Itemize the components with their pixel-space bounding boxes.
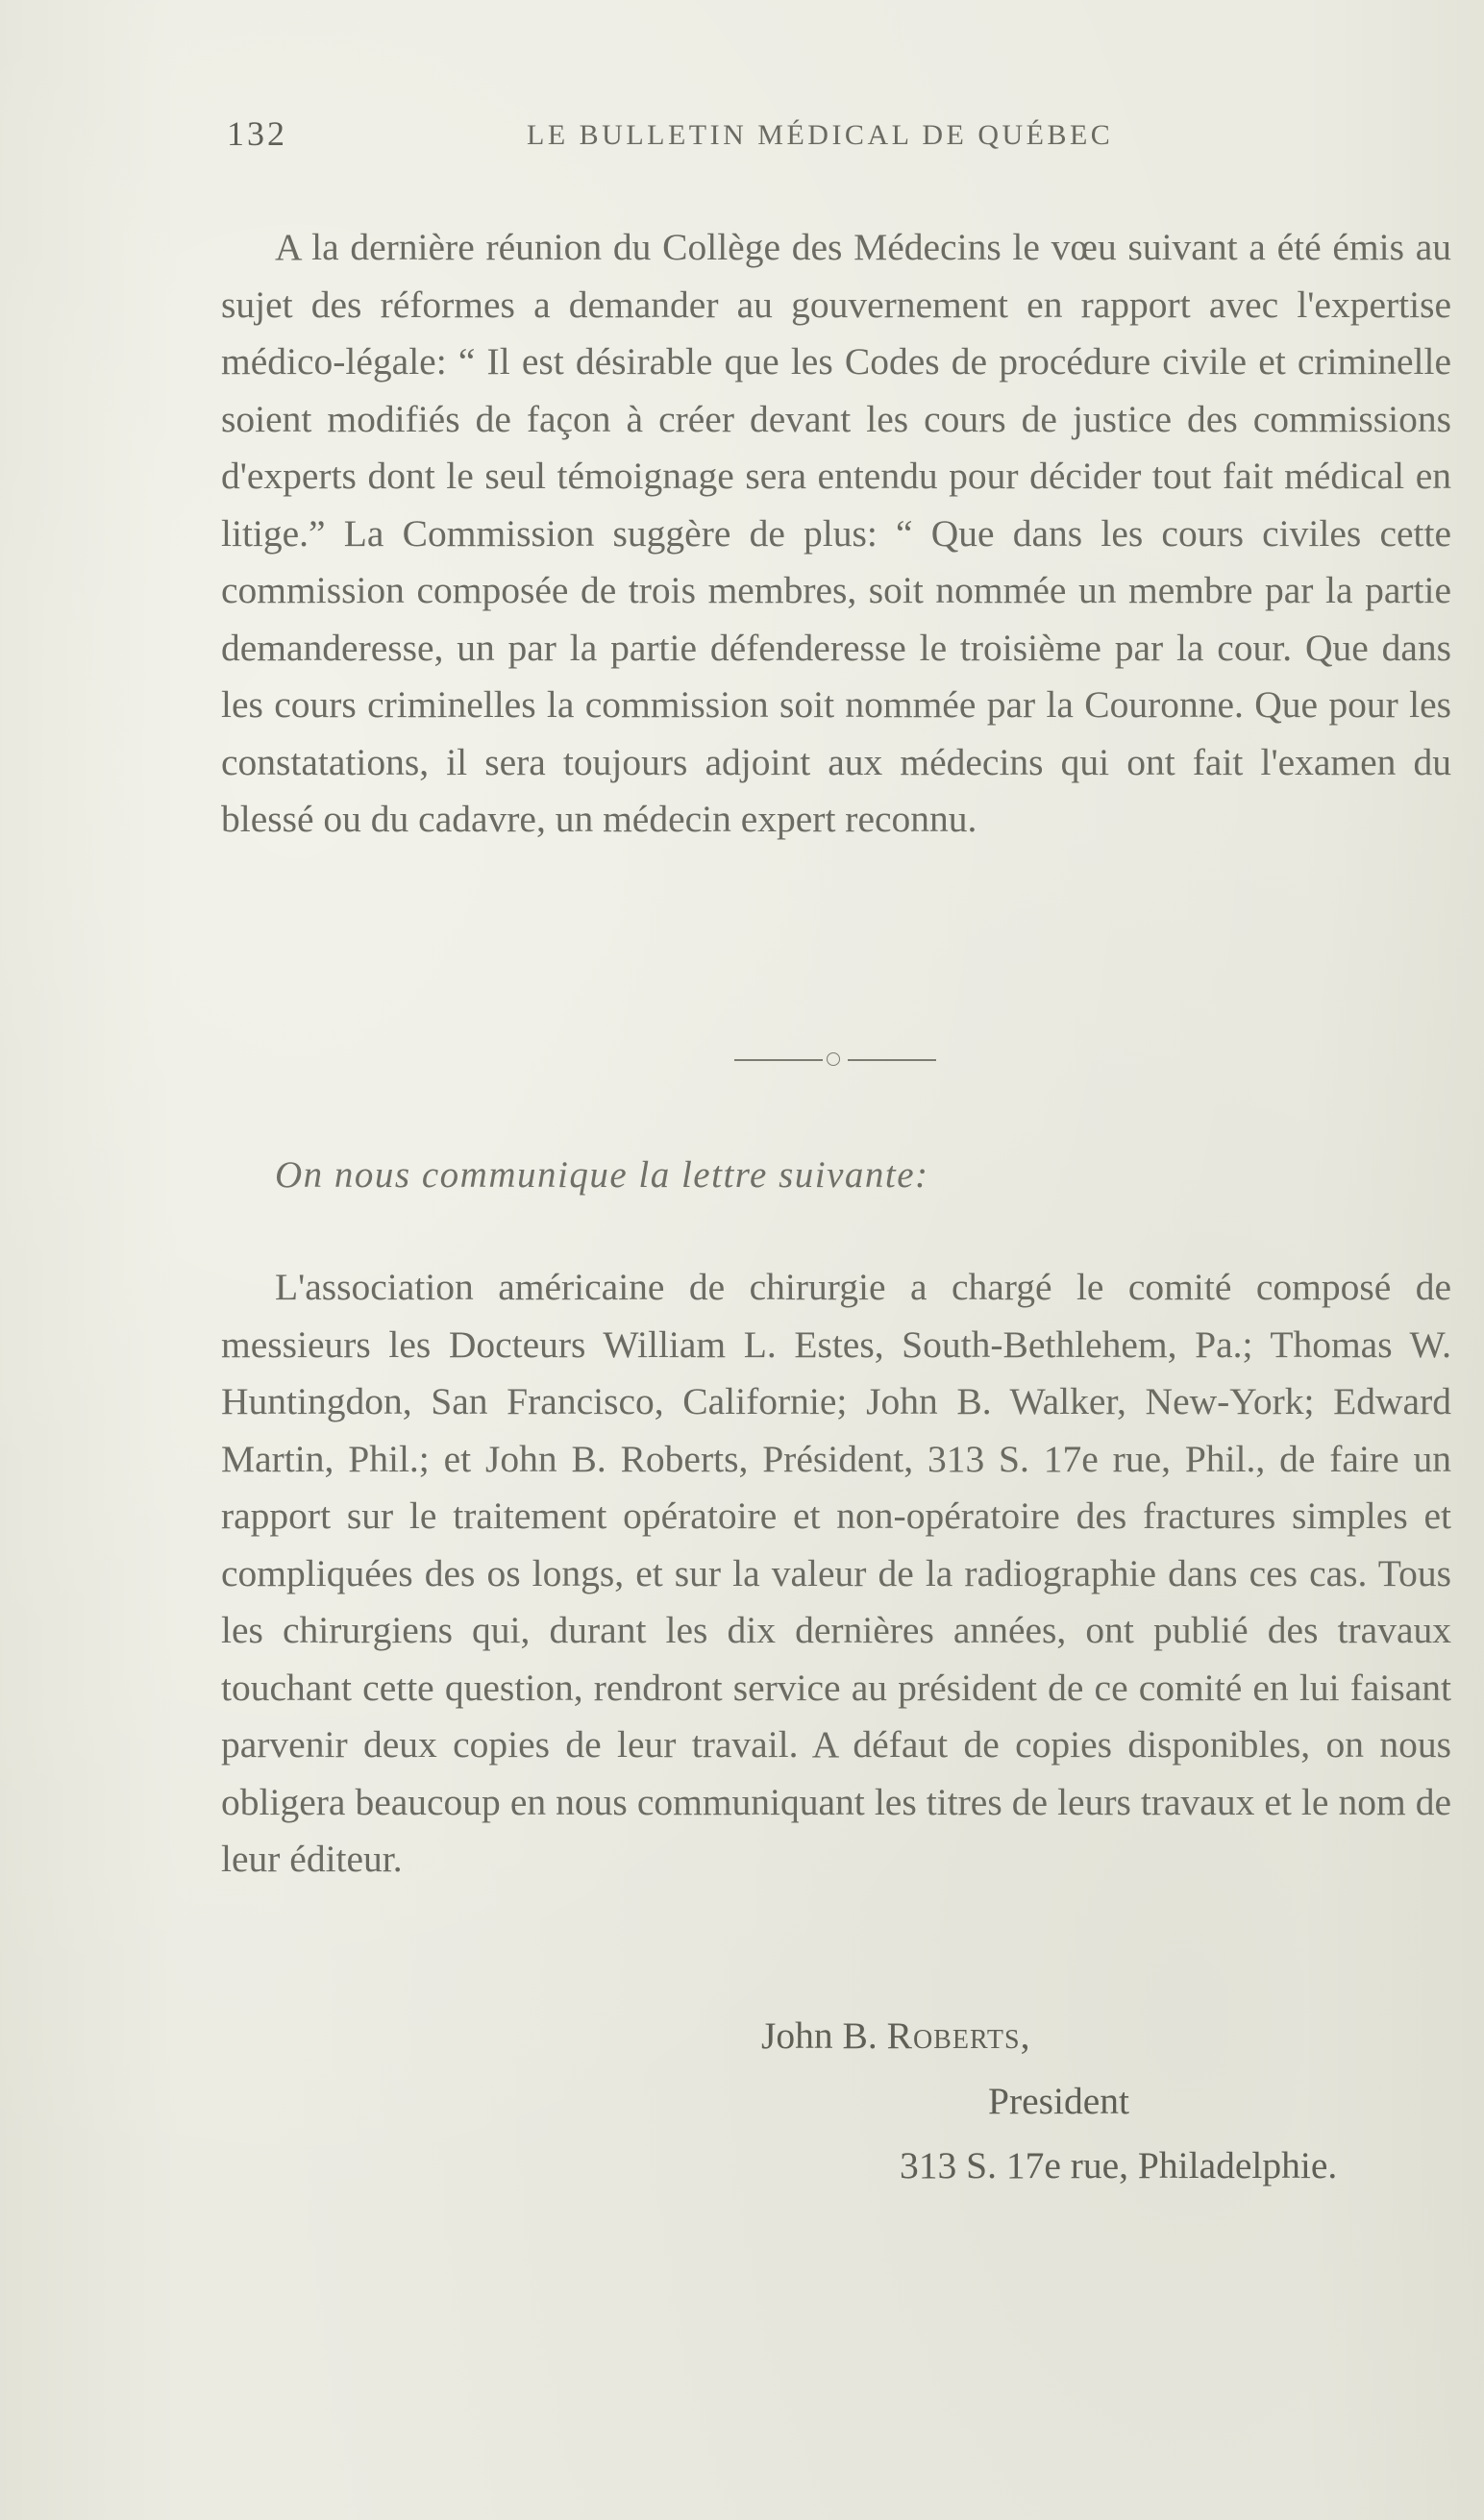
- signature-name: [761, 2014, 1031, 2058]
- separator-ornament: [827, 1052, 840, 1066]
- page-number: 132: [227, 114, 287, 153]
- separator-line-left: [734, 1059, 823, 1061]
- page-header: [227, 113, 1447, 171]
- paragraph-college-medecins: A la dernière réunion du Collège des Médecins le vœu suivant a été émis au sujet des réformes a demander au gouvernement en rapport avec l'expertise médico-légale: “ Il est désirable que les Codes de procédure civile et criminelle soient modifiés de façon à créer devant les cours de justice des commissions d'experts dont le seul témoignage sera entendu pour décider tout fait médical en litige.” La Commission suggère de plus: “ Que dans les cours civiles cette commission composée de trois membres, soit nommée un membre par la partie demanderesse, un par la partie défenderesse le troisième par la cour. Que dans les cours criminelles la commission soit nommée par la Couronne. Que pour les constatations, il sera toujours adjoint aux médecins qui ont fait l'examen du blessé ou du cadavre, un médecin expert reconnu.: [221, 226, 1451, 840]
- paragraph-letter-body: L'association américaine de chirurgie a chargé le comité composé de messieurs les Docteurs William L. Estes, South-Bethlehem, Pa.; Thomas W. Huntingdon, San Francisco, Californie; John B. Walker, New-York; Edward Martin, Phil.; et John B. Roberts, Président, 313 S. 17e rue, Phil., de faire un rapport sur le traitement opératoire et non-opératoire des fractures simples et compliquées des os longs, et sur la valeur de la radiographie dans ces cas. Tous les chirurgiens qui, durant les dix dernières années, ont publié des travaux touchant cette question, rendront service au président de ce comité en lui faisant parvenir deux copies de leur travail. A défaut de copies disponibles, on nous obligera beaucoup en nous communiquant les titres de leurs travaux et le nom de leur éditeur.: [221, 1266, 1451, 1880]
- signature-last-name: Roberts,: [886, 2014, 1031, 2057]
- signature-first-name: John B.: [761, 2014, 878, 2057]
- signature-address: 313 S. 17e rue, Philadelphie.: [900, 2144, 1338, 2186]
- section-separator: [734, 1050, 936, 1069]
- running-title: LE BULLETIN MÉDICAL DE QUÉBEC: [527, 119, 1114, 151]
- separator-line-right: [848, 1059, 936, 1061]
- signature-title: President: [988, 2080, 1130, 2122]
- letter-intro: On nous communique la lettre suivante:: [275, 1154, 929, 1196]
